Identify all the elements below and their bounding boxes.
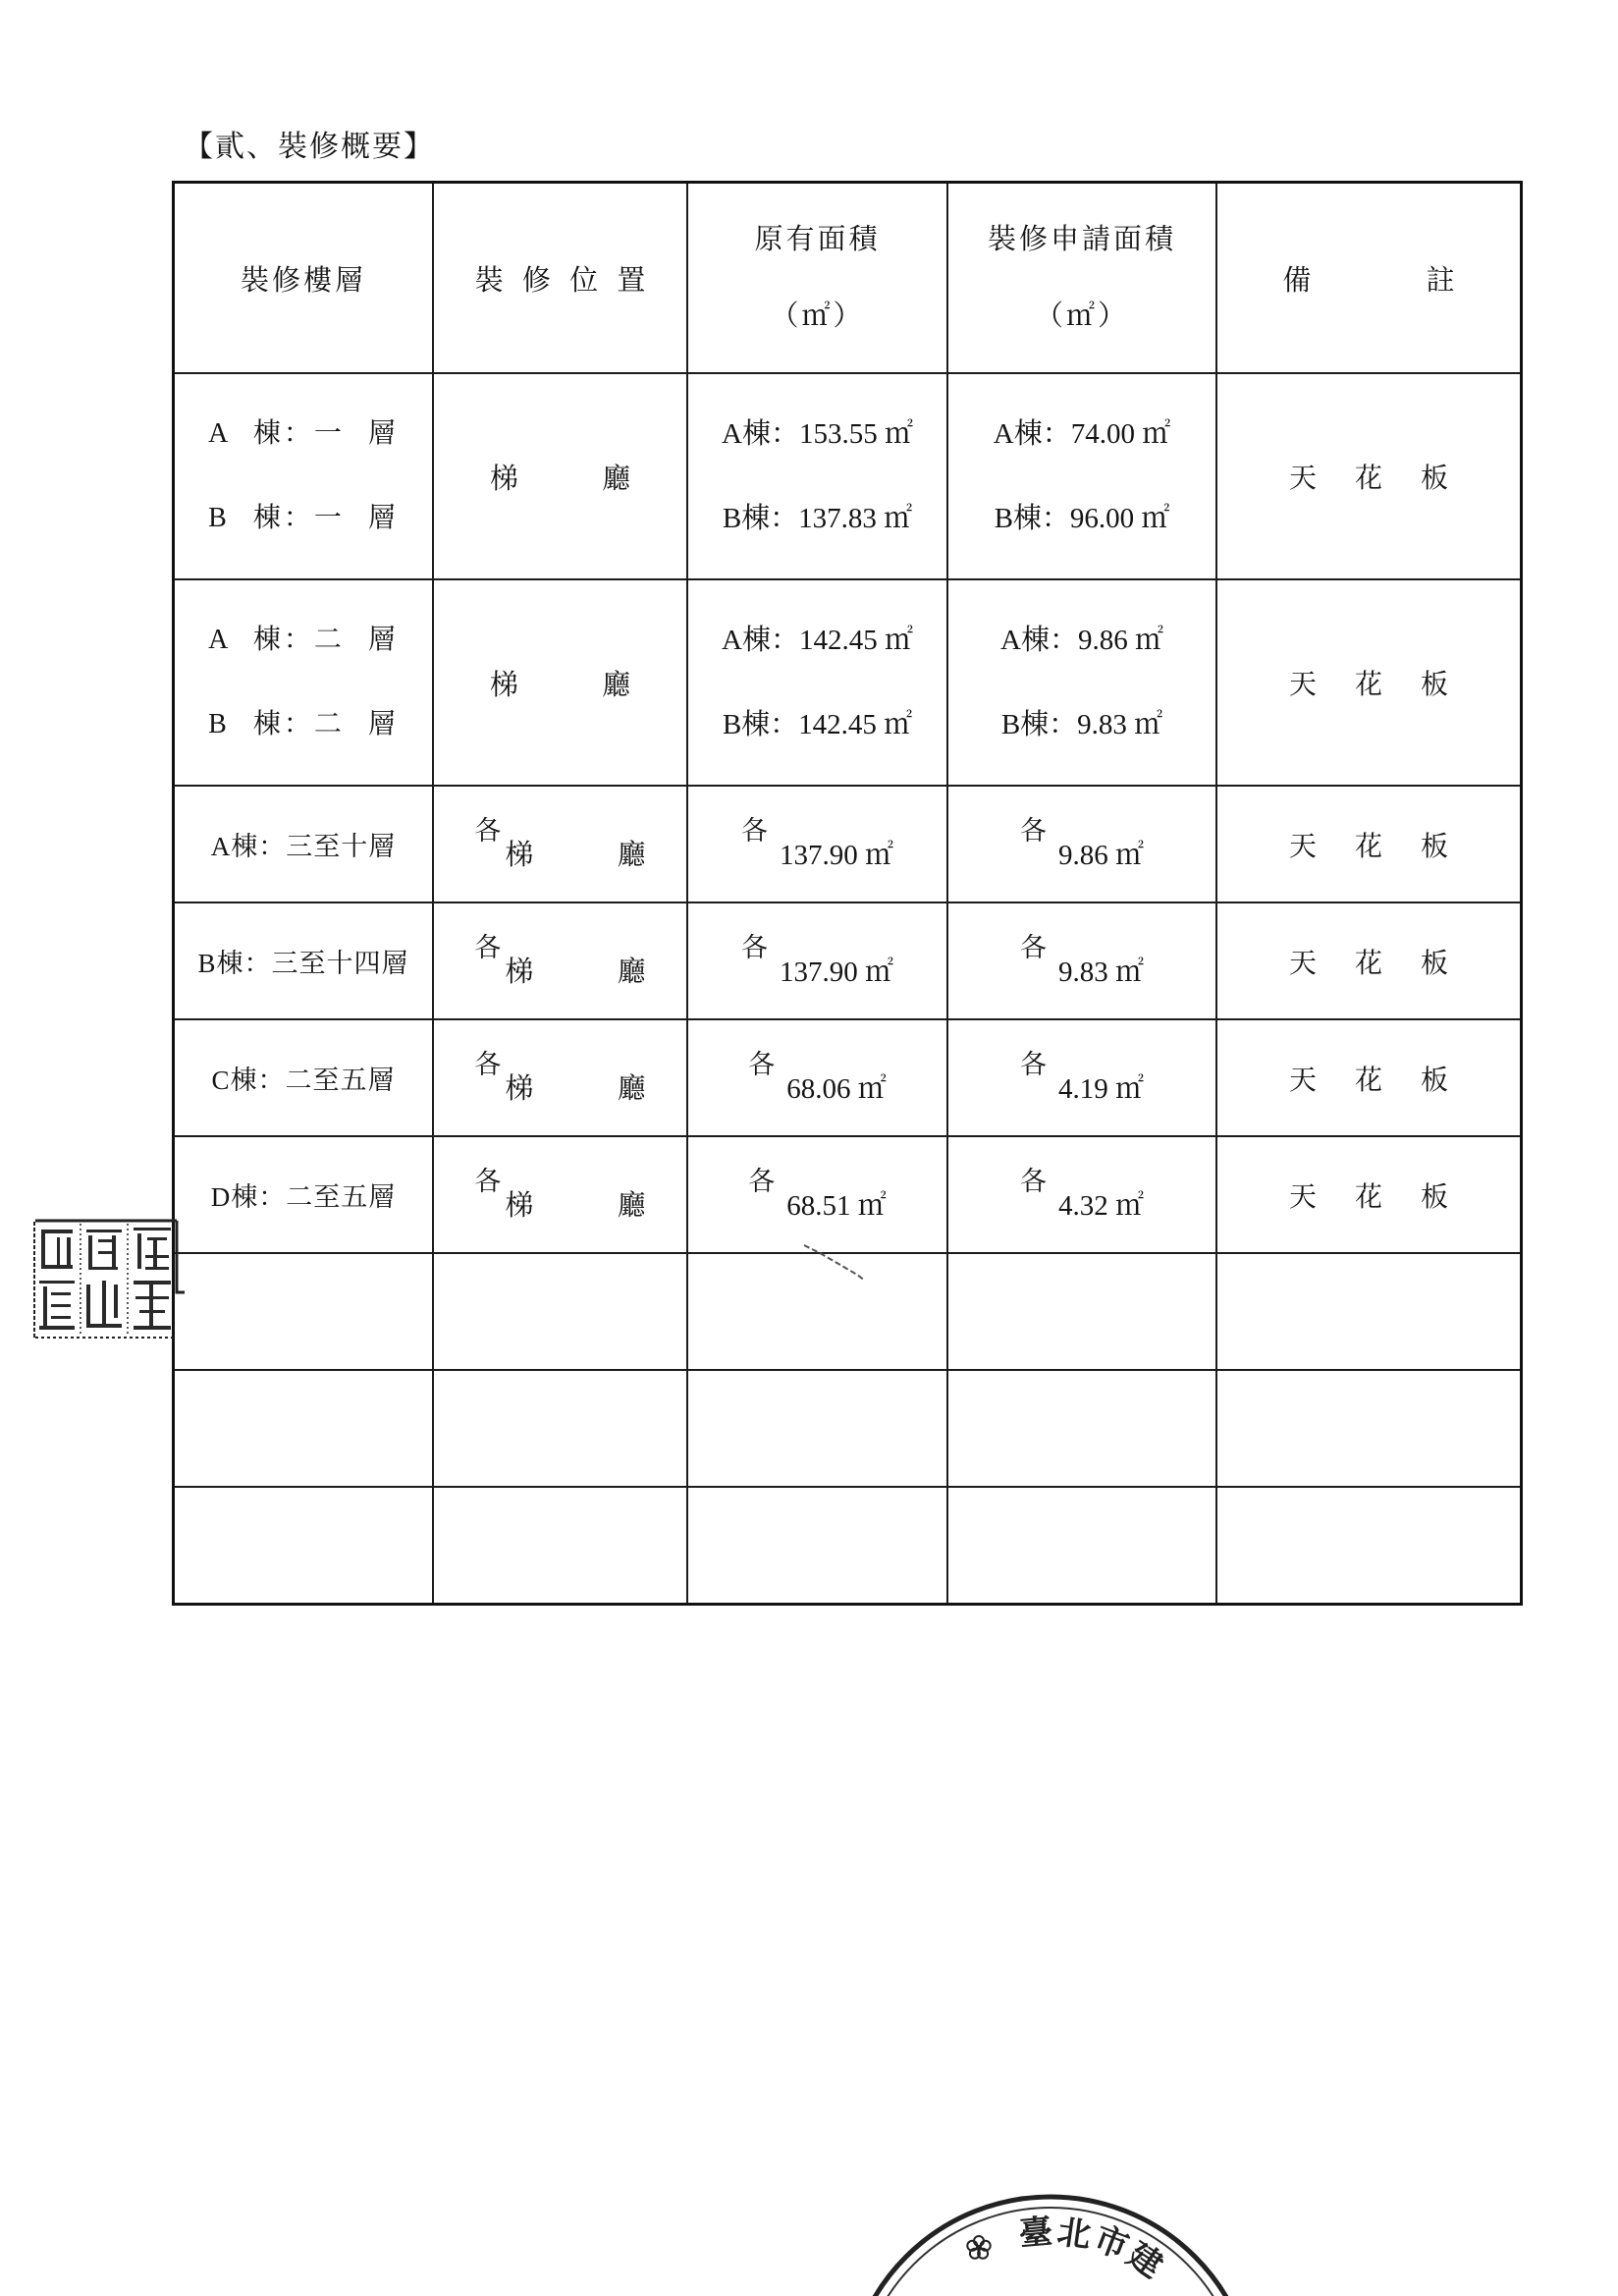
blank-table-row [174, 1487, 1522, 1604]
blank-cell [433, 1253, 687, 1370]
applied-area-cell [947, 579, 1216, 786]
applied-area-cell [947, 1136, 1216, 1253]
floor-cell [174, 1136, 434, 1253]
remarks-text: 天 花 板 [1288, 831, 1448, 862]
original-area-cell [687, 786, 947, 902]
header-applied-area-unit: （㎡） [1034, 301, 1129, 332]
applied-area-cell [947, 902, 1216, 1019]
table-row [174, 786, 1522, 902]
table-row [174, 1136, 1522, 1253]
remarks-cell [1216, 579, 1522, 786]
each-prefix: 各 [740, 816, 768, 846]
original-area-cell [687, 579, 947, 786]
applied-area-line: B棟：96.00 ㎡ [994, 503, 1170, 534]
table-row [174, 373, 1522, 579]
original-area-cell [687, 1136, 947, 1253]
applied-area-cell [947, 786, 1216, 902]
original-area-line: B棟：142.45 ㎡ [722, 709, 913, 740]
original-area-cell [687, 902, 947, 1019]
each-prefix: 各 [474, 1167, 502, 1196]
floor-text: C棟：二至五層 [211, 1066, 396, 1095]
floor-cell [174, 579, 434, 786]
original-area-value: 137.90 ㎡ [779, 957, 893, 988]
applied-area-line: A棟：74.00 ㎡ [993, 418, 1171, 450]
remarks-cell [1216, 1019, 1522, 1136]
floor-line: A 棟：二 層 [208, 625, 399, 655]
blank-cell [687, 1487, 947, 1604]
original-area-cell [687, 1019, 947, 1136]
floor-line: B 棟：一 層 [208, 503, 399, 533]
remarks-text: 天 花 板 [1288, 1065, 1448, 1096]
each-prefix: 各 [474, 1050, 502, 1079]
header-floor-label: 裝修樓層 [240, 264, 366, 297]
each-prefix: 各 [740, 933, 768, 962]
seal-char: 建 [1119, 2234, 1170, 2287]
location-text: 梯 廳 [489, 463, 631, 495]
original-area-line: A棟：153.55 ㎡ [722, 418, 913, 450]
blank-cell [433, 1370, 687, 1487]
location-cell [433, 1019, 687, 1136]
plum-blossom-icon [967, 2236, 990, 2259]
blank-cell [687, 1370, 947, 1487]
location-text: 梯 廳 [505, 1073, 646, 1105]
location-text: 梯 廳 [489, 669, 631, 701]
blank-cell [947, 1487, 1216, 1604]
blank-cell [174, 1253, 434, 1370]
remarks-text: 天 花 板 [1288, 464, 1448, 494]
each-prefix: 各 [1019, 816, 1047, 846]
header-original-area [687, 183, 947, 374]
seal-char: 北 [1054, 2212, 1094, 2257]
seal-stamp-round [864, 2151, 1296, 2296]
blank-cell [947, 1370, 1216, 1487]
original-area-cell [687, 373, 947, 579]
each-prefix: 各 [1019, 933, 1047, 962]
header-location-label: 裝 修 位 置 [474, 264, 646, 297]
remarks-cell [1216, 786, 1522, 902]
applied-area-cell [947, 373, 1216, 579]
blank-cell [174, 1487, 434, 1604]
blank-cell [1216, 1253, 1522, 1370]
remarks-cell [1216, 373, 1522, 579]
applied-area-line: A棟：9.86 ㎡ [1000, 625, 1163, 656]
header-applied-area-label: 裝修申請面積 [987, 224, 1176, 255]
remarks-text: 天 花 板 [1288, 1181, 1448, 1213]
floor-text: D棟：二至五層 [210, 1182, 397, 1212]
header-remarks-label: 備 註 [1282, 264, 1455, 297]
blank-cell [947, 1253, 1216, 1370]
each-prefix: 各 [474, 816, 502, 846]
blank-cell [174, 1370, 434, 1487]
blank-cell [1216, 1370, 1522, 1487]
header-floor [174, 183, 434, 374]
floor-cell [174, 1019, 434, 1136]
location-cell [433, 902, 687, 1019]
original-area-line: A棟：142.45 ㎡ [722, 625, 913, 656]
applied-area-value: 9.83 ㎡ [1057, 957, 1144, 988]
section-title: 【貳、裝修概要】 [184, 131, 435, 163]
location-text: 梯 廳 [505, 957, 646, 988]
applied-area-value: 9.86 ㎡ [1057, 840, 1144, 871]
header-original-area-label: 原有面積 [754, 224, 881, 255]
original-area-value: 68.06 ㎡ [786, 1073, 887, 1105]
each-prefix: 各 [748, 1167, 776, 1196]
table-row [174, 1019, 1522, 1136]
seal-char: 市 [1088, 2218, 1135, 2268]
blank-cell [1216, 1487, 1522, 1604]
floor-cell [174, 902, 434, 1019]
table-row [174, 579, 1522, 786]
each-prefix: 各 [474, 933, 502, 962]
floor-line: B 棟：二 層 [208, 709, 399, 739]
location-cell [433, 786, 687, 902]
each-prefix: 各 [1019, 1167, 1047, 1196]
applied-area-line: B棟：9.83 ㎡ [1000, 709, 1163, 740]
table-header-row [174, 183, 1522, 374]
each-prefix: 各 [1019, 1050, 1047, 1079]
original-area-value: 68.51 ㎡ [786, 1190, 887, 1222]
blank-cell [433, 1487, 687, 1604]
header-applied-area [947, 183, 1216, 374]
remarks-cell [1216, 902, 1522, 1019]
blank-table-row [174, 1370, 1522, 1487]
header-location [433, 183, 687, 374]
applied-area-cell [947, 1019, 1216, 1136]
floor-cell [174, 373, 434, 579]
remarks-text: 天 花 板 [1288, 670, 1448, 700]
floor-line: A 棟：一 層 [208, 418, 399, 449]
location-cell [433, 1136, 687, 1253]
seal-stamp-rectangular [29, 1216, 191, 1341]
floor-text: A棟：三至十層 [210, 832, 397, 861]
applied-area-value: 4.19 ㎡ [1057, 1073, 1144, 1105]
floor-cell [174, 786, 434, 902]
remarks-cell [1216, 1136, 1522, 1253]
original-area-value: 137.90 ㎡ [779, 840, 893, 871]
each-prefix: 各 [748, 1050, 776, 1079]
remarks-text: 天 花 板 [1288, 948, 1448, 979]
header-remarks [1216, 183, 1522, 374]
applied-area-value: 4.32 ㎡ [1057, 1190, 1144, 1222]
scan-mark [800, 1239, 869, 1284]
location-cell [433, 373, 687, 579]
location-text: 梯 廳 [505, 840, 646, 871]
location-text: 梯 廳 [505, 1190, 646, 1222]
seal-char: 臺 [1017, 2212, 1054, 2255]
header-original-area-unit: （㎡） [770, 301, 865, 332]
location-cell [433, 579, 687, 786]
table-row [174, 902, 1522, 1019]
renovation-summary-table [172, 181, 1523, 1606]
floor-text: B棟：三至十四層 [197, 949, 409, 978]
original-area-line: B棟：137.83 ㎡ [722, 503, 913, 534]
